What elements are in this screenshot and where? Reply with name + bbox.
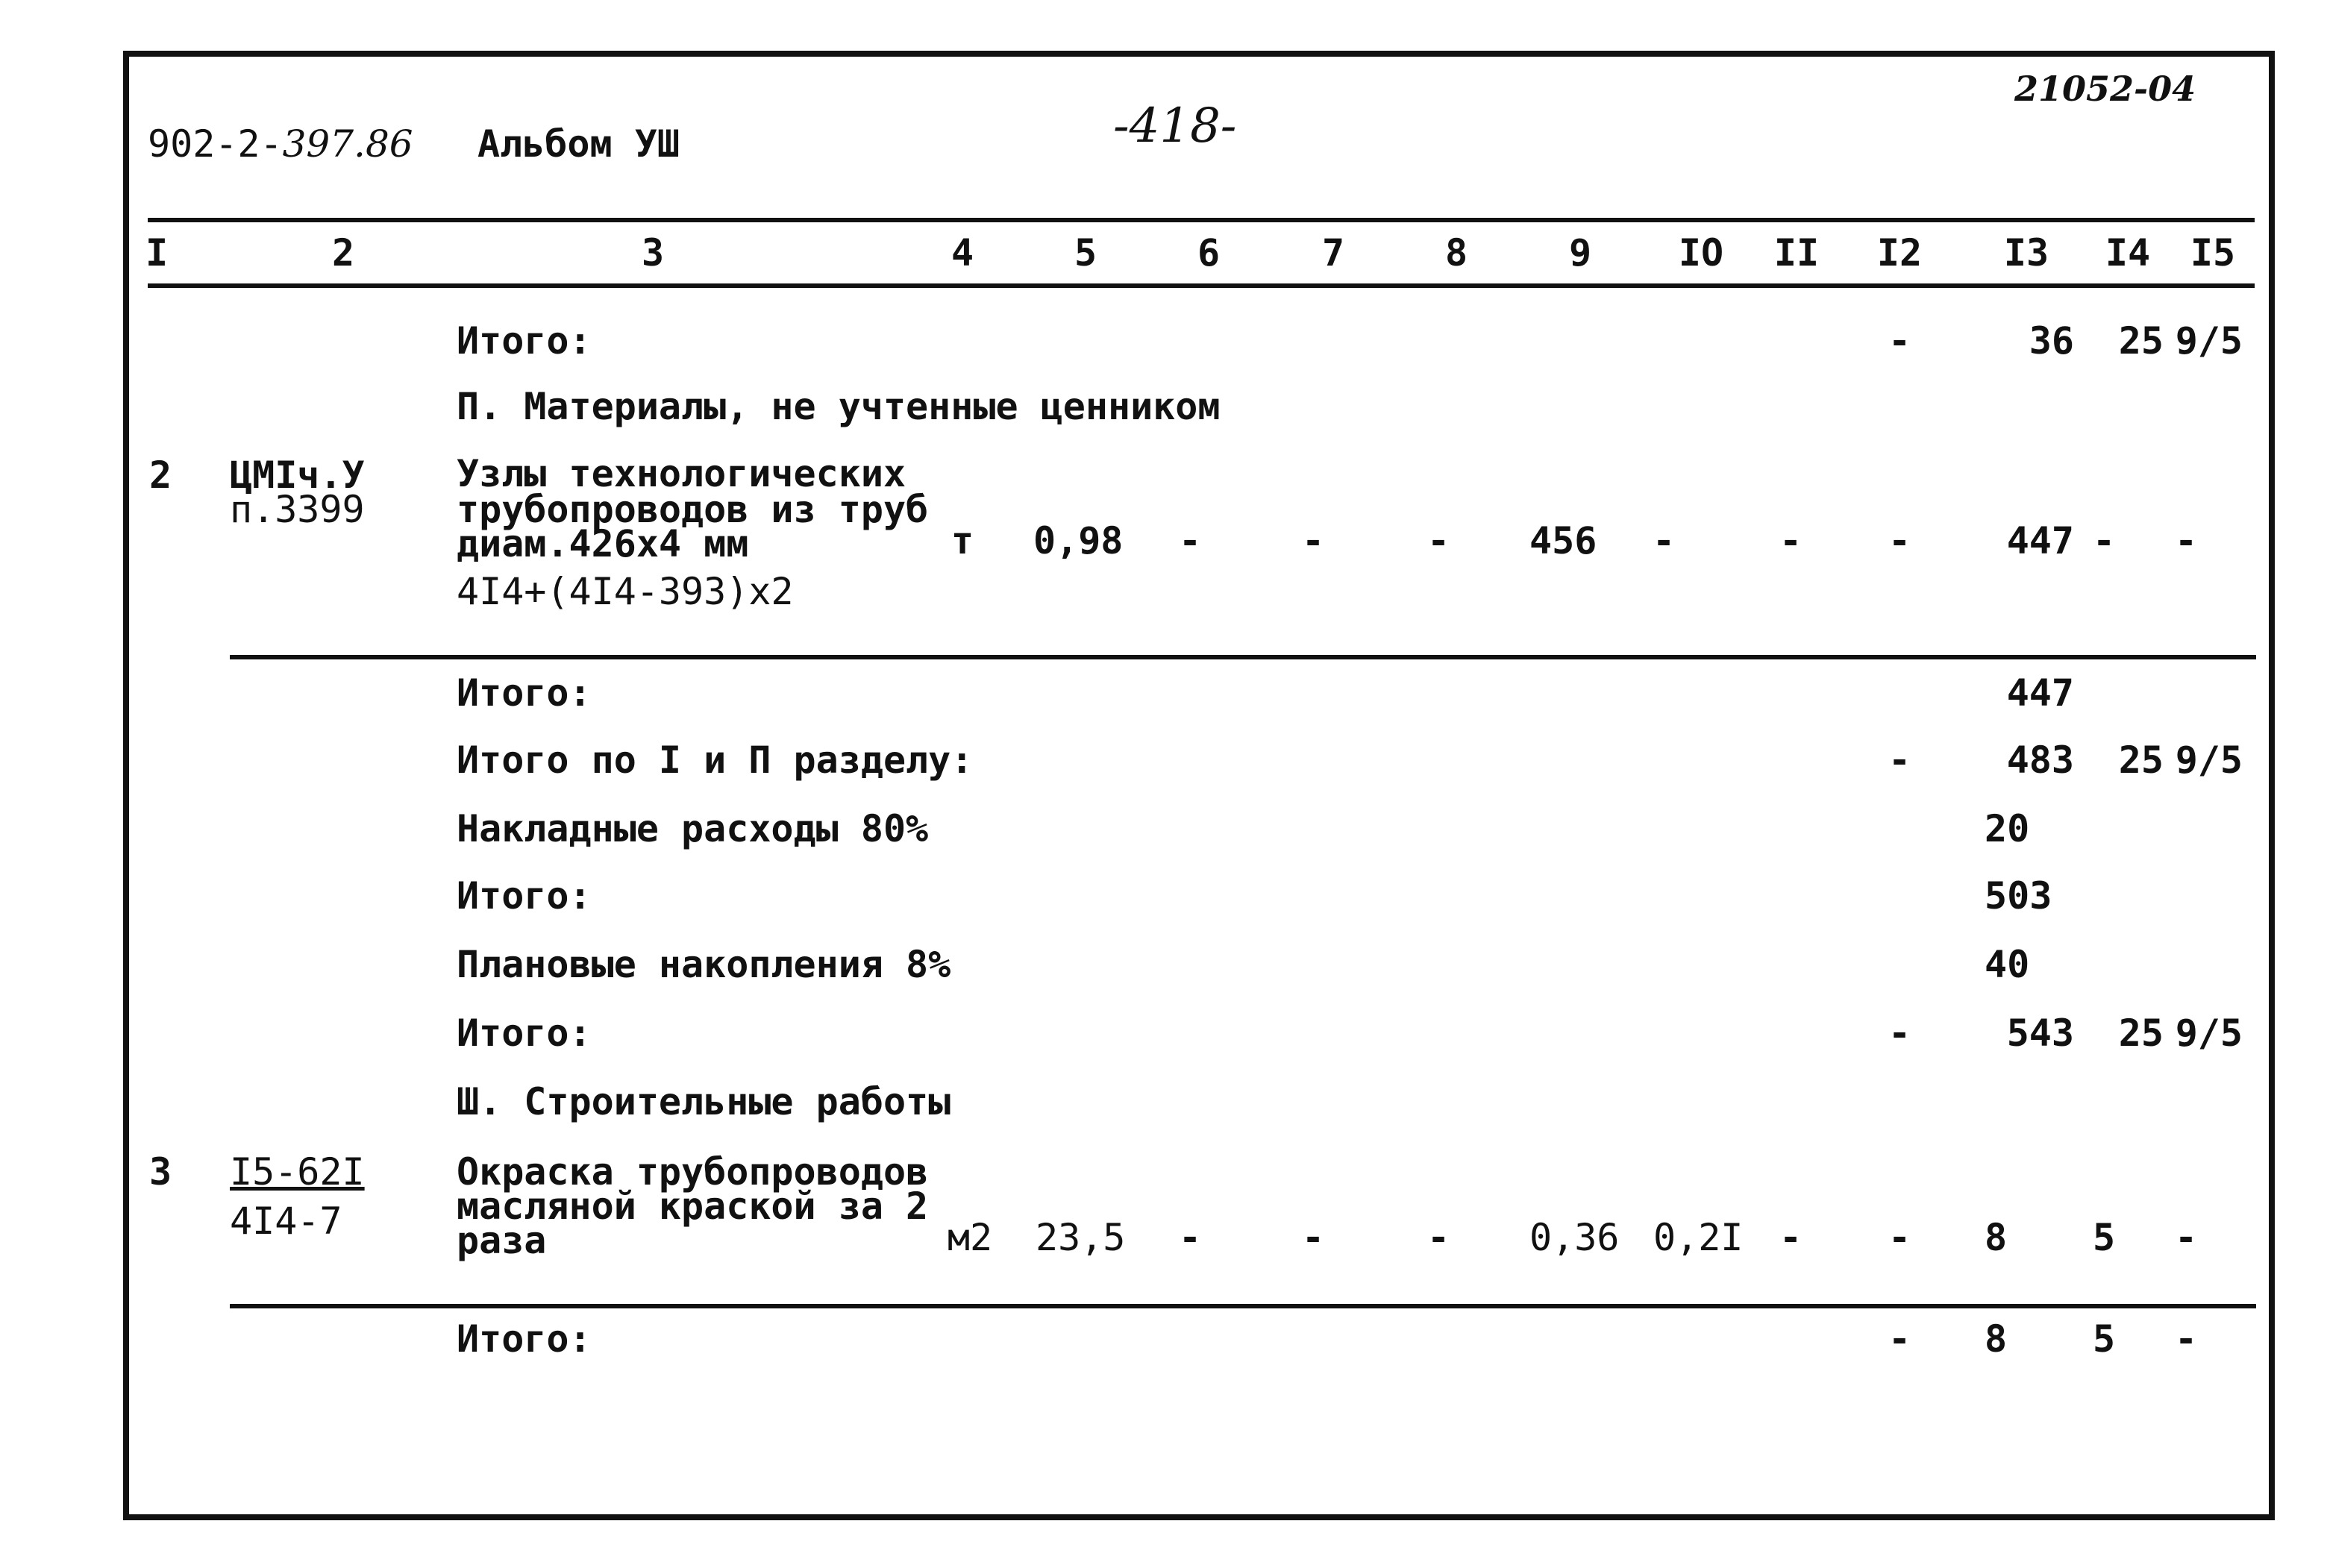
cell-unit: м2 [947,1216,993,1259]
row-text: Итого: [457,1317,592,1361]
item-description-line: трубопроводов из труб [457,488,929,531]
pricing-item: 4I4-7 [230,1199,342,1243]
cell-col13: 20 [1985,807,2030,850]
item-description-line: масляной краской за 2 [457,1185,929,1228]
cell-col15: - [2174,1317,2198,1361]
header-top-rule [148,218,2255,222]
cell-col15: - [2174,519,2198,562]
section-heading: П. Материалы, не учтенные ценником [457,385,1221,428]
cell-col8: - [1426,519,1450,562]
row-text: Итого: [457,671,592,715]
cell-col9: 456 [1529,519,1597,562]
col-header-2: 2 [331,231,355,275]
col-header-11: II [1773,231,1820,275]
col-header-3: 3 [641,231,665,275]
cell-col6: - [1178,1216,1202,1259]
page-number: -418- [1113,98,1237,154]
col-header-1: I [145,231,169,275]
col-header-13: I3 [2003,231,2049,275]
row-number: 2 [149,454,172,497]
cell-col7: - [1301,519,1325,562]
col-header-15: I5 [2190,231,2236,275]
item-formula: 4I4+(4I4-393)х2 [457,570,794,613]
cell-col13: 447 [2006,671,2074,715]
cell-col10: - [1652,519,1676,562]
cell-col12: - [1888,738,1911,782]
cell-col12: - [1888,1012,1911,1055]
cell-col13: 36 [2029,319,2074,363]
cell-col5: 23,5 [1036,1216,1126,1259]
cell-col12: - [1888,1317,1911,1361]
row-separator [230,1304,2256,1308]
row-text: Итого: [457,1012,592,1055]
cell-col13: 40 [1985,943,2030,986]
row-number: 3 [149,1150,172,1194]
cell-col10: 0,2I [1653,1216,1744,1259]
cell-col9: 0,36 [1529,1216,1620,1259]
cell-col12: - [1888,319,1911,363]
cell-col13: 503 [1985,874,2052,918]
pricing-item: п.3399 [230,488,365,531]
item-description-line: диам.426х4 мм [457,522,749,565]
item-description-line: Узлы технологических [457,452,906,495]
document-number: 902-2-397.86 [148,122,413,166]
cell-col15: 9/5 [2175,319,2243,363]
cell-col14: 25 [2118,1012,2164,1055]
col-header-8: 8 [1444,231,1468,275]
cell-col11: - [1779,1216,1803,1259]
row-text: Итого: [457,874,592,918]
col-header-5: 5 [1074,231,1097,275]
cell-col15: 9/5 [2175,738,2243,782]
header-bottom-rule [148,283,2255,288]
cell-col14: 25 [2118,319,2164,363]
cell-col14: 5 [2092,1317,2116,1361]
row-text: Плановые накопления 8% [457,943,951,986]
cell-col14: - [2092,519,2116,562]
col-header-9: 9 [1568,231,1592,275]
col-header-12: I2 [1876,231,1923,275]
cell-col12: - [1888,1216,1911,1259]
cell-col8: - [1426,1216,1450,1259]
cell-col13: 543 [2006,1012,2074,1055]
item-description-line: Окраска трубопроводов [457,1150,929,1194]
album-title: Альбом УШ [477,122,680,166]
document-code: 21052-04 [2014,69,2196,109]
cell-col13: 8 [1985,1317,2008,1361]
row-separator [230,655,2256,659]
col-header-7: 7 [1321,231,1345,275]
cell-col11: - [1779,519,1803,562]
cell-col14: 25 [2118,738,2164,782]
cell-col13: 447 [2006,519,2074,562]
cell-col13: 483 [2006,738,2074,782]
pricing-code: I5-62I [230,1150,365,1194]
col-header-14: I4 [2105,231,2151,275]
cell-col6: - [1178,519,1202,562]
cell-col15: 9/5 [2175,1012,2243,1055]
item-description-line: раза [457,1219,547,1262]
row-text: Итого: [457,319,592,363]
cell-unit: т [950,519,974,562]
cell-col5: 0,98 [1033,519,1124,562]
cell-col13: 8 [1985,1216,2008,1259]
row-text: Накладные расходы 80% [457,807,929,850]
cell-col12: - [1888,519,1911,562]
cell-col7: - [1301,1216,1325,1259]
pricing-code: ЦМIч.У [230,454,365,497]
cell-col15: - [2174,1216,2198,1259]
col-header-10: IO [1678,231,1724,275]
col-header-6: 6 [1197,231,1221,275]
col-header-4: 4 [950,231,974,275]
cell-col14: 5 [2092,1216,2116,1259]
section-heading: Ш. Строительные работы [457,1080,951,1123]
row-text: Итого по I и П разделу: [457,738,974,782]
